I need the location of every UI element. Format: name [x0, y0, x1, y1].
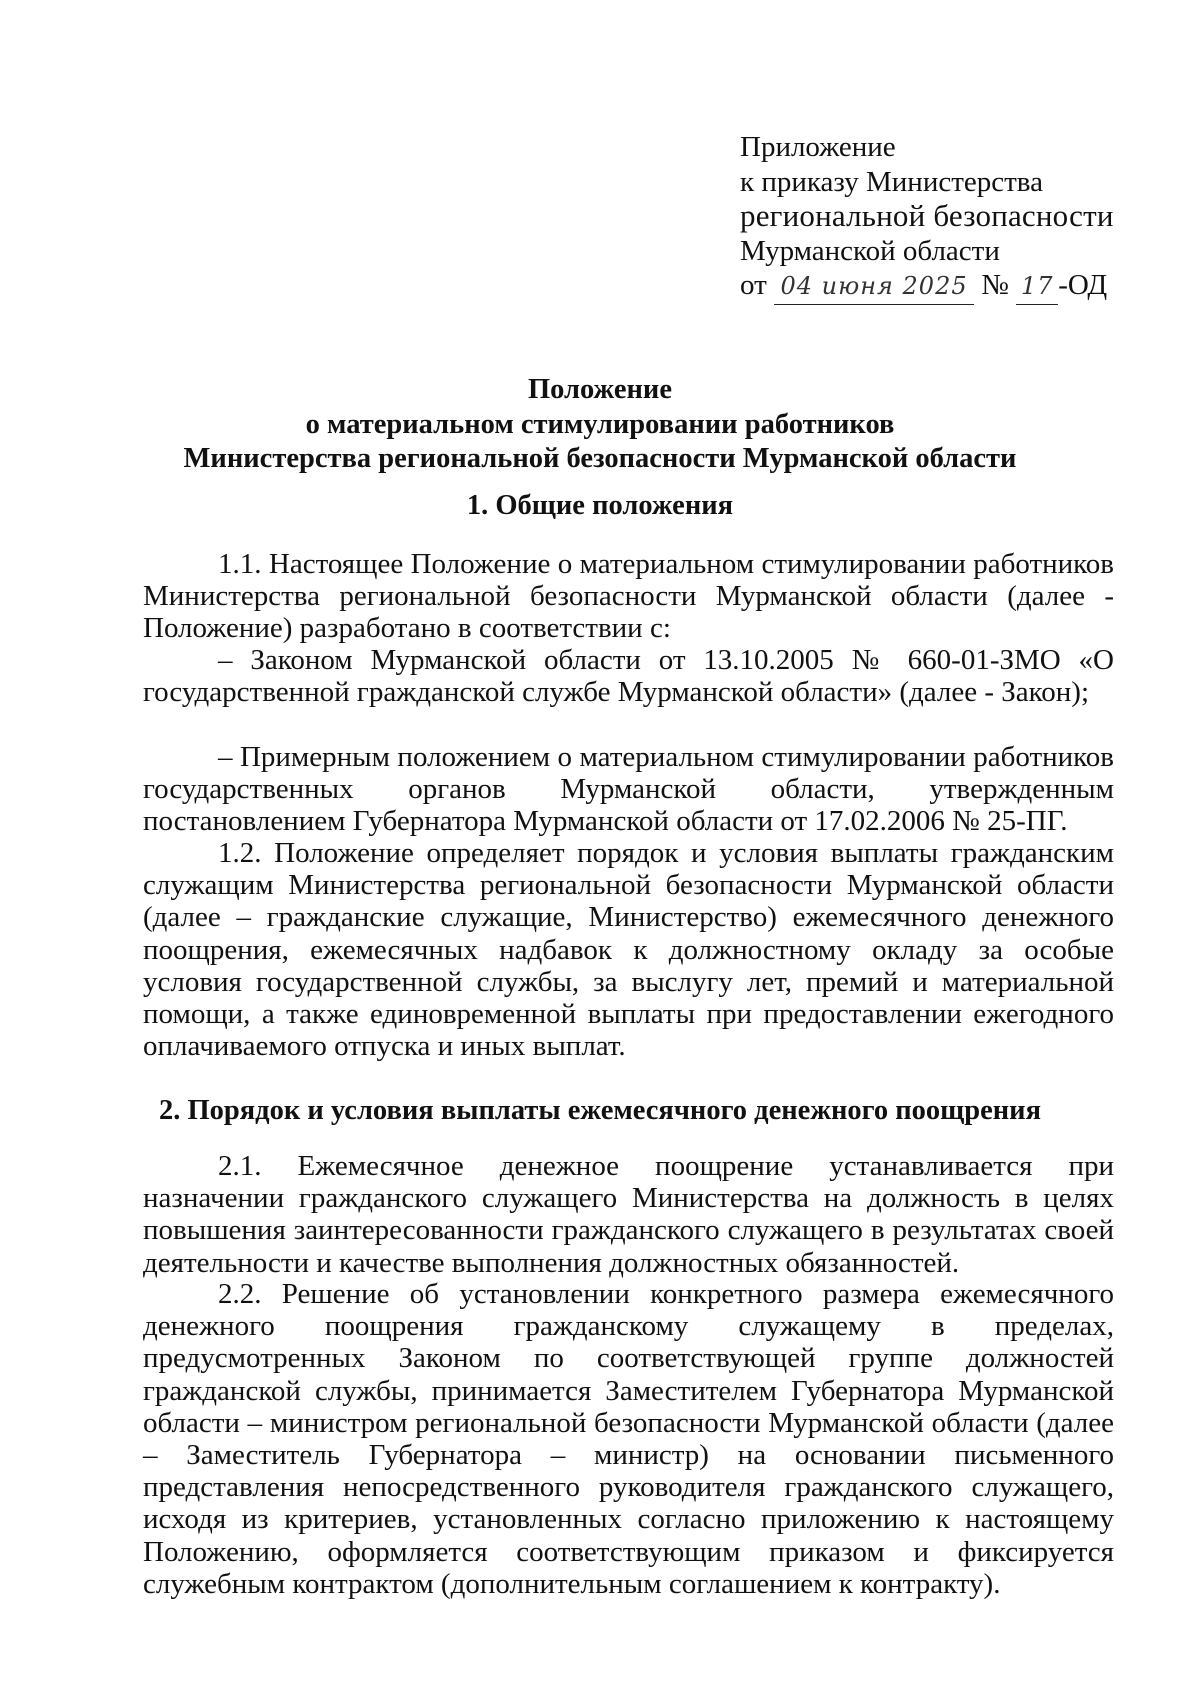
- number-suffix: -ОД: [1058, 269, 1108, 301]
- annex-line-4: Мурманской области: [740, 234, 1000, 267]
- paragraph-1-2: 1.2. Положение определяет порядок и условия выплаты гражданским служащим Министерства региональной безопасности Мурманской области (далее – гражданские служащие, Министерство) ежемесячного денежного поощрения, ежемесячных надбавок к должностному окладу за особые условия государственной службы, за выслугу лет, премий и материальной помощи, а также единовременной выплаты при предоставлении ежегодного оплачиваемого отпуска и иных выплат.: [143, 837, 1114, 1063]
- handwritten-number: 17: [1016, 269, 1058, 305]
- annex-line-2: к приказу Министерства: [740, 165, 1043, 198]
- annex-line-1: Приложение: [740, 131, 896, 163]
- section-1-heading: 1. Общие положения: [466, 490, 734, 521]
- paragraph-1-1: 1.1. Настоящее Положение о материальном стимулировании работников Министерства региональной безопасности Мурманской области (далее - Положение) разработано в соответствии с:: [143, 548, 1114, 645]
- paragraph-2-2: 2.2. Решение об установлении конкретного размера ежемесячного денежного поощрения гражданскому служащему в пределах, предусмотренных Законом по соответствующей группе должностей гражданской службы, принимается Заместителем Губернатора Мурманской области – министром региональной безопасности Мурманской области (далее – Заместитель Губернатора – министр) на основании письменного представления непосредственного руководителя гражданского служащего, исходя из критериев, установленных согласно приложению к настоящему Положению, оформляется соответствующим приказом и фиксируется служебным контрактом (дополнительным соглашением к контракту).: [143, 1278, 1114, 1600]
- paragraph-1-1-item-1: – Законом Мурманской области от 13.10.2005 № 660-01-ЗМО «О государственной гражданской службе Мурманской области» (далее - Закон);: [143, 644, 1114, 709]
- annex-date-line: [740, 268, 1114, 305]
- document-title: [0, 373, 1200, 477]
- number-label: №: [981, 269, 1009, 301]
- annex-block: [740, 130, 1114, 305]
- section-2-heading: 2. Порядок и условия выплаты ежемесячного денежного поощрения: [158, 1095, 1042, 1126]
- handwritten-date: 04 июня 2025: [774, 269, 974, 305]
- paragraph-1-1-item-2: – Примерным положением о материальном стимулировании работников государственных органов Мурманской области, утвержденным постановлением Губернатора Мурманской области от 17.02.2006 № 25-ПГ.: [143, 741, 1114, 838]
- title-line-3: Министерства региональной безопасности Мурманской области: [183, 443, 1017, 474]
- annex-line-3: региональной безопасности: [740, 198, 1114, 233]
- title-line-2: о материальном стимулировании работников: [305, 408, 895, 440]
- title-line-1: Положение: [527, 374, 672, 405]
- from-label: от: [740, 269, 767, 301]
- paragraph-2-1: 2.1. Ежемесячное денежное поощрение устанавливается при назначении гражданского служащего Министерства на должность в целях повышения заинтересованности гражданского служащего в результатах своей деятельности и качестве выполнения должностных обязанностей.: [143, 1150, 1114, 1279]
